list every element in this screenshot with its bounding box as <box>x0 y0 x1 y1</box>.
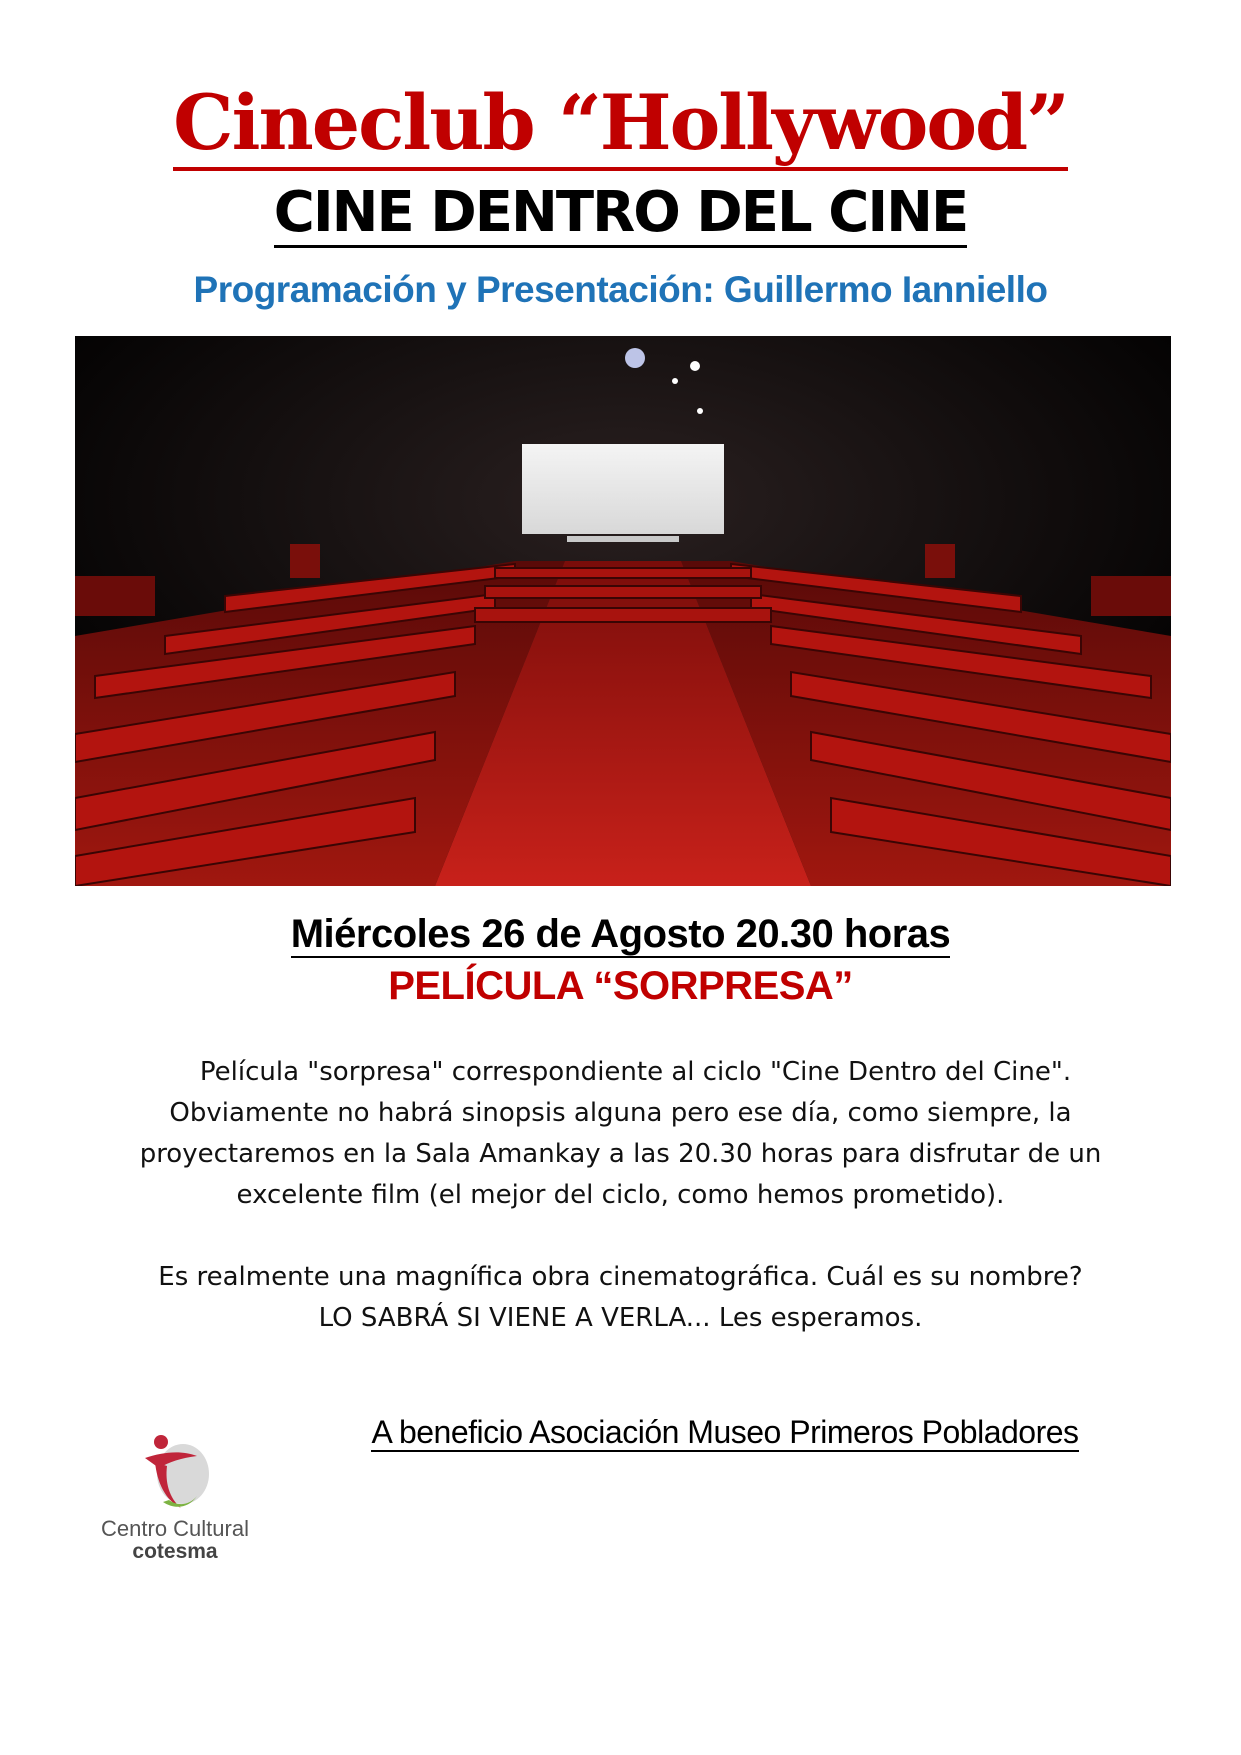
centro-cultural-logo <box>85 1422 265 1572</box>
description-line: excelente film (el mejor del ciclo, como hemos prometido). <box>236 1180 1005 1210</box>
poster-subtitle <box>0 180 1241 246</box>
benefit-note-text: A beneficio Asociación Museo Primeros Pobladores <box>371 1414 1079 1450</box>
event-date-text: Miércoles 26 de Agosto 20.30 horas <box>290 912 951 956</box>
poster-title <box>0 78 1241 168</box>
movie-label: PELÍCULA “SORPRESA” <box>388 964 853 1008</box>
description-line: LO SABRÁ SI VIENE A VERLA... Les esperamos. <box>318 1303 923 1333</box>
cinema-hall-image <box>75 336 1171 886</box>
logo-figure-icon <box>85 1422 265 1516</box>
description-line: Película "sorpresa" correspondiente al ciclo "Cine Dentro del Cine". <box>199 1057 1072 1087</box>
presenter-line: Programación y Presentación: Guillermo Ianniello <box>193 269 1048 310</box>
description-paragraph-1 <box>110 1052 1131 1216</box>
description-line: Obviamente no habrá sinopsis alguna pero ese día, como siempre, la <box>169 1098 1072 1128</box>
benefit-note <box>360 1412 1090 1452</box>
description-line: Es realmente una magnífica obra cinematográfica. Cuál es su nombre? <box>158 1262 1083 1292</box>
description-paragraph-2 <box>110 1257 1131 1339</box>
event-date <box>0 910 1241 958</box>
logo-text-line2: cotesma <box>132 1540 218 1563</box>
logo-text-line1: Centro Cultural <box>101 1516 249 1541</box>
poster-title-text: Cineclub “Hollywood” <box>173 78 1068 171</box>
cinema-hall-illustration <box>75 336 1171 886</box>
description-line: proyectaremos en la Sala Amankay a las 20.30 horas para disfrutar de un <box>139 1139 1102 1169</box>
poster-subtitle-text: CINE DENTRO DEL CINE <box>274 180 968 248</box>
